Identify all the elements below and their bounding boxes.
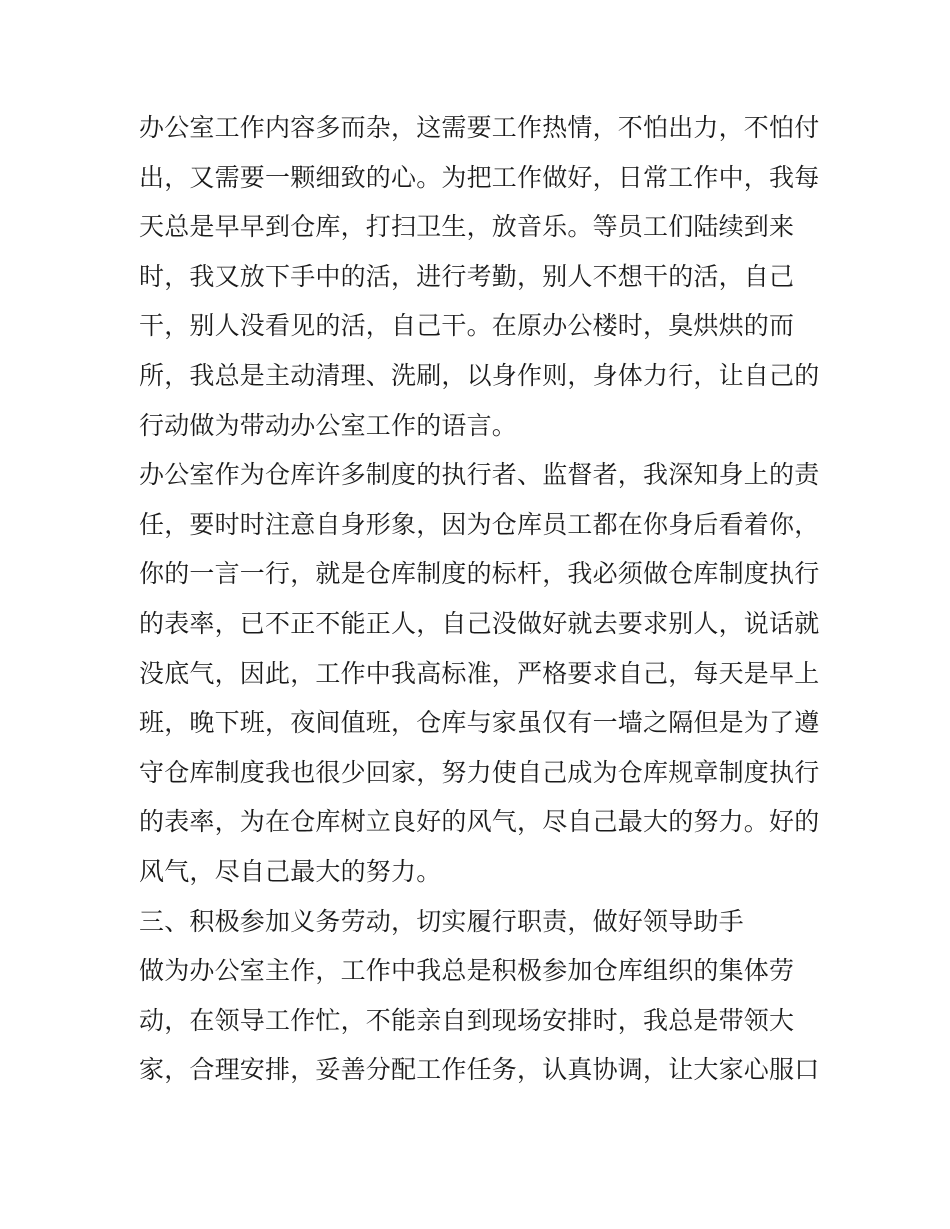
text-line: 班，晚下班，夜间值班，仓库与家虽仅有一墙之隔但是为了遵 bbox=[139, 708, 820, 738]
text-line: 家，合理安排，妥善分配工作任务，认真协调，让大家心服口 bbox=[139, 1055, 820, 1085]
text-line: 所，我总是主动清理、洗刷，以身作则，身体力行，让自己的 bbox=[139, 360, 820, 390]
text-line: 办公室作为仓库许多制度的执行者、监督者，我深知身上的责 bbox=[139, 460, 820, 490]
text-line: 没底气，因此，工作中我高标准，严格要求自己，每天是早上 bbox=[139, 658, 820, 688]
text-line: 行动做为带动办公室工作的语言。 bbox=[139, 410, 518, 440]
text-line: 守仓库制度我也很少回家，努力使自己成为仓库规章制度执行 bbox=[139, 757, 820, 787]
text-line: 的表率，为在仓库树立良好的风气，尽自己最大的努力。好的 bbox=[139, 807, 820, 837]
text-line: 干，别人没看见的活，自己干。在原办公楼时，臭烘烘的而 bbox=[139, 311, 795, 341]
body-text bbox=[139, 103, 829, 1095]
section-heading: 三、积极参加义务劳动，切实履行职责，做好领导助手 bbox=[139, 906, 744, 936]
text-line: 你的一言一行，就是仓库制度的标杆，我必须做仓库制度执行 bbox=[139, 559, 820, 589]
text-line: 做为办公室主作，工作中我总是积极参加仓库组织的集体劳 bbox=[139, 956, 795, 986]
text-line: 办公室工作内容多而杂，这需要工作热情，不怕出力，不怕付 bbox=[139, 113, 820, 142]
text-line: 的表率，已不正不能正人，自己没做好就去要求别人，说话就 bbox=[139, 608, 820, 638]
text-line: 任，要时时注意自身形象，因为仓库员工都在你身后看着你， bbox=[139, 509, 820, 539]
text-line: 时，我又放下手中的活，进行考勤，别人不想干的活，自己 bbox=[139, 261, 795, 291]
text-line: 出，又需要一颗细致的心。为把工作做好，日常工作中，我每 bbox=[139, 162, 820, 192]
text-line: 风气，尽自己最大的努力。 bbox=[139, 856, 442, 886]
text-line: 动，在领导工作忙，不能亲自到现场安排时，我总是带领大 bbox=[139, 1005, 795, 1035]
text-line: 天总是早早到仓库，打扫卫生，放音乐。等员工们陆续到来 bbox=[139, 212, 795, 242]
